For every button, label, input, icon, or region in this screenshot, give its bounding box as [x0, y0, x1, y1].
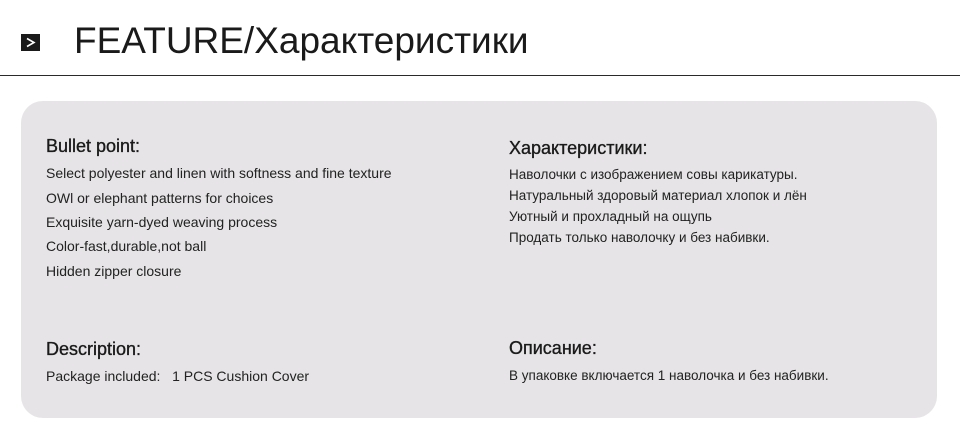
description-ru-heading: Описание:: [509, 338, 597, 358]
bullet-item: Exquisite yarn-dyed weaving process: [46, 214, 278, 230]
header-divider: [0, 75, 960, 76]
description-text: Package included: 1 PCS Cushion Cover: [46, 368, 310, 384]
characteristics-heading: Характеристики:: [509, 138, 648, 158]
page-title: FEATURE/Характеристики: [74, 20, 529, 61]
bullet-item: Select polyester and linen with softness and fine texture: [46, 165, 392, 181]
bullet-item: Hidden zipper closure: [46, 263, 182, 279]
characteristics-item: Наволочки с изображением совы карикатуры.: [509, 167, 798, 182]
bullet-point-heading: Bullet point:: [46, 136, 141, 156]
page-header: [0, 0, 960, 75]
play-arrow-icon: [21, 34, 40, 51]
characteristics-item: Уютный и прохладный на ощупь: [509, 209, 712, 224]
description-heading: Description:: [46, 339, 142, 359]
bullet-item: Color-fast,durable,not ball: [46, 238, 207, 254]
description-ru-text: В упаковке включается 1 наволочка и без набивки.: [509, 368, 829, 383]
characteristics-item: Натуральный здоровый материал хлопок и лён: [509, 188, 807, 203]
characteristics-item: Продать только наволочку и без набивки.: [509, 230, 770, 245]
bullet-item: OWl or elephant patterns for choices: [46, 190, 274, 206]
